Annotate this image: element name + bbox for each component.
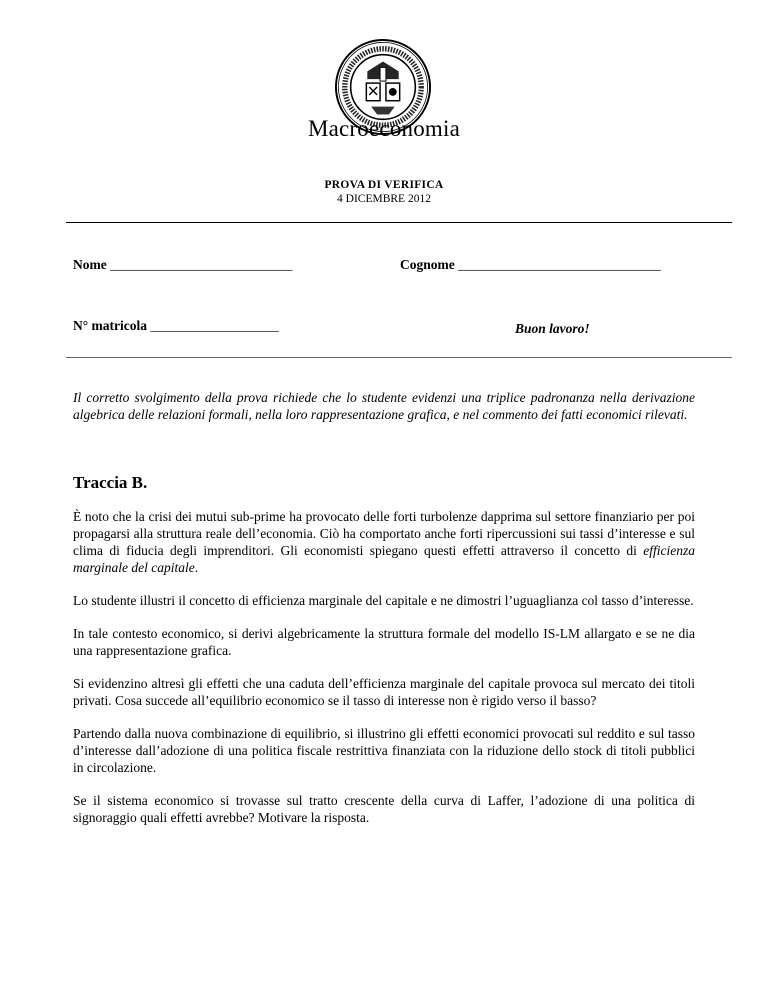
matricola-label: N° matricola [73,318,147,333]
paragraph-2: Lo studente illustri il concetto di efficienza marginale del capitale e ne dimostri l’uguaglianza col tasso d’interesse. [73,593,694,608]
paragraph-1: È noto che la crisi dei mutui sub-prime ha provocato delle forti turbolenze dapprima sul settore finanziario per poi propagarsi alla struttura reale dell’economia. Ciò ha comportato anche forti ripercussioni sui tassi d’interesse e sul clima di fiducia degli imprenditori. Gli economisti spiegano questi effetti attraverso il concetto di efficienza marginale del capitale. [73,509,695,575]
page-title: Macroeconomia [307,116,461,141]
divider-bottom [66,357,732,358]
paragraph-6: Se il sistema economico si trovasse sul tratto crescente della curva di Laffer, l’adozione di una politica di signoraggio quali effetti avrebbe? Motivare la risposta. [73,793,695,825]
paragraph-3: In tale contesto economico, si derivi algebricamente la struttura formale del modello IS-LM allargato e se ne dia una rappresentazione grafica. [73,626,695,658]
divider-top [66,222,732,223]
nome-blank[interactable]: ___________________________ [110,257,293,272]
cognome-blank[interactable]: ______________________________ [458,257,661,272]
cognome-field[interactable] [400,257,661,273]
section-title: Traccia B. [73,473,148,492]
paragraph-5: Partendo dalla nuova combinazione di equilibrio, si illustrino gli effetti economici provocati sul reddito e sul tasso d’interesse dall’adozione di una politica fiscale restrittiva finanziata con la riduzione dello stock di titoli pubblici in circolazione. [73,726,695,775]
exam-questions [73,508,695,842]
matricola-field[interactable] [73,318,279,334]
exam-date: 4 DICEMBRE 2012 [337,193,431,205]
matricola-blank[interactable]: ___________________ [150,318,279,333]
cognome-label: Cognome [400,257,455,272]
nome-label: Nome [73,257,107,272]
instructions: Il corretto svolgimento della prova richiede che lo studente evidenzi una triplice padronanza nella derivazione algebrica delle relazioni formali, nella loro rappresentazione grafica, e nel commento dei fatti economici rilevati. [73,390,695,422]
exam-subtitle: PROVA DI VERIFICA [324,179,444,191]
emphasis-term: efficienza marginale del capitale [73,543,695,575]
paragraph-4: Si evidenzino altresì gli effetti che una caduta dell’efficienza marginale del capitale provoca sul mercato dei titoli privati. Cosa succede all’equilibrio economico se il tasso di interesse non è rigido verso il basso? [73,676,695,708]
greeting: Buon lavoro! [515,321,590,336]
nome-field[interactable] [73,257,292,273]
